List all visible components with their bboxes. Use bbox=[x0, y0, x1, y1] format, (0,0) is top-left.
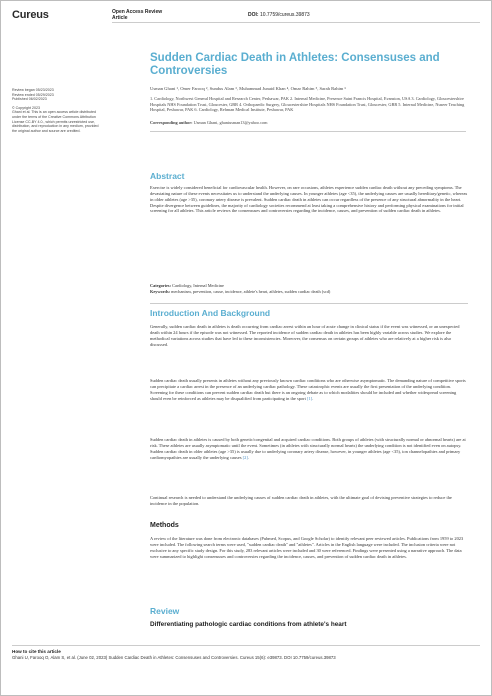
review-heading: Review bbox=[150, 606, 180, 616]
copyright: © Copyright 2023 bbox=[12, 105, 41, 110]
keywords-line bbox=[150, 289, 468, 295]
intro-paragraph-3: Sudden cardiac death in athletes is caused by both genetic/congenital and acquired cardiac conditions. Both groups of athletes (with structurally normal or abnormal hearts) are at risk. These athletes are usually asymptomatic until the event. Sometimes (in athletes with structurally normal hearts) the underlying condition is not identified even on autopsy. Sudden cardiac death in older athletes (age >35) is usually due to underlying coronary artery disease, however, in younger athletes (age <35), ion channelopathies and primary cardiomyopathies are usually the underlying causes [2]. bbox=[150, 437, 466, 460]
citation-link-1[interactable]: [1] bbox=[307, 395, 313, 401]
review-subheading: Differentiating pathologic cardiac conditions from athlete's heart bbox=[150, 621, 347, 628]
categories-value: Cardiology, Internal Medicine bbox=[172, 283, 224, 288]
article-type: Article bbox=[112, 15, 128, 21]
article-header bbox=[150, 52, 466, 132]
keywords-value: mechanism, prevention, cause, incidence, athlete's heart, athletes, sudden cardiac death (scd) bbox=[171, 288, 331, 294]
affiliations: 1. Cardiology, Northwest General Hospital and Research Center, Peshawar, PAK 2. Internal Medicine, Presence Saint Francis Hospital, Evanston, USA 3. Cardiology, Gloucestershire Hospitals NHS Foundation Trust, Gloucester, GBR 4. Orthopaedic Surgery, Gloucestershire Hospitals NHS Foundation Trust, Gloucester, GBR 5. Internal Medicine, Nuseer Teaching Hospital, Peshawar, PAK 6. Cardiology, Rehman Medical Institute, Peshawar, PAK bbox=[150, 96, 465, 113]
footer bbox=[12, 649, 482, 660]
categories-keywords bbox=[150, 283, 468, 295]
sidebar bbox=[12, 88, 104, 133]
corresponding-author bbox=[150, 120, 466, 126]
intro-paragraph-3-text: Sudden cardiac death in athletes is caused by both genetic/congenital and acquired cardiac conditions. Both groups of athletes (with structurally normal or abnormal hearts) are at risk. These athletes are usually asymptomatic until the event. Sometimes (in athletes with structurally normal hearts) the underlying condition is not identified even on autopsy. Sudden cardiac death in older athletes (age >35) is usually due to underlying coronary artery disease, however, in younger athletes (age <35), ion channelopathies and primary cardiomyopathies are usually the underlying causes bbox=[150, 437, 466, 460]
keywords-label: Keywords: bbox=[150, 288, 171, 294]
header-rule bbox=[150, 131, 466, 132]
doi-value: 10.7759/cureus.39873 bbox=[259, 12, 310, 18]
journal-logo[interactable]: Cureus bbox=[12, 9, 49, 21]
intro-paragraph-4: Continual research is needed to understand the underlying causes of sudden cardiac death in athletes, with the ultimate goal of devising preventive strategies to reduce the incidence in the population. bbox=[150, 495, 452, 506]
footer-rule bbox=[12, 645, 480, 646]
keywords-rule bbox=[150, 303, 468, 304]
intro-paragraph-1: Generally, sudden cardiac death in athletes is death occurring from cardiac arrest within an hour of acute change in clinical status if the event was witnessed, or an unexpected death within 24 hours if the episode was not witnessed. The reported incidence of sudden cardiac death in athletes has been highly variable across studies. We explore the methodical variations across studies that have led to these inconsistencies. Moreover, the consensus on certain groups of athletes who are relatively at a higher risk is also discussed. bbox=[150, 324, 460, 347]
categories-label: Categories: bbox=[150, 283, 171, 288]
article-type-header bbox=[112, 9, 162, 21]
author-list: Usman Ghani ¹, Omer Farooq ², Sundus Alam ³, Muhammad Junaid Khan ⁴, Omar Rahim ⁵, Sarah Rahim ⁶ bbox=[150, 86, 347, 91]
abstract-heading: Abstract bbox=[150, 171, 185, 181]
intro-paragraph-2-text: Sudden cardiac death usually presents in athletes without any previously known cardiac conditions who are otherwise asymptomatic. The demanding nature of competitive sports can precipitate a cardiac arrest in the presence of an underlying cardiac pathology. These catastrophic events are usually the first presentation of the underlying condition. Screening for these conditions can prevent sudden cardiac death but there is an ongoing debate as to which modalities should be included and whether widespread screening should even be reinforced as athletes may be disqualified from participating in the sport bbox=[150, 378, 466, 401]
how-to-cite-label: How to cite this article bbox=[12, 649, 61, 654]
doi-label: DOI: bbox=[248, 12, 259, 18]
abstract-text: Exercise is widely considered beneficial for cardiovascular health. However, on rare occasions, athletes experience sudden cardiac death without any preceding symptoms. The devastating nature of these events necessitates us to understand the underlying causes. In younger athletes (age <35), the underlying causes are usually hereditary/genetic, whereas in older athletes (age >35), coronary artery disease is prevalent. Sudden cardiac death in athletes can occur regardless of the presence of any structural abnormality in the heart. Despite divergence between guidelines, the majority of cardiology societies recommend at least taking a comprehensive history and performing physical examinations for initial screening for all athletes. This article reviews the consensuses and controversies regarding the incidence, causes, and prevention of sudden cardiac death in athletes. bbox=[150, 185, 468, 214]
review-began: Review began 05/23/2023 bbox=[12, 88, 54, 92]
methods-text: A review of the literature was done from electronic databases (Pubmed, Scopus, and Google Scholar) to identify relevant peer reviewed articles. Publications from 1959 to 2023 were included. The following search terms were used, "sudden cardiac death" and "athletes". Articles in the English language were included. The inclusion criteria were not exclusive to any specific study design. For this study, 283 relevant articles were included and 30 were referenced. Findings were presented using a narrative approach. The data were summarized to highlight consensuses and controversies regarding the incidence, causes, and prevention of sudden cardiac death in athletes. bbox=[150, 536, 464, 559]
corr-value[interactable]: Usman Ghani, ghaniusman13@yahoo.com bbox=[193, 119, 268, 125]
corr-label: Corresponding author: bbox=[150, 119, 193, 125]
review-type: Open Access Review bbox=[112, 9, 163, 15]
doi-header[interactable] bbox=[248, 12, 310, 18]
article-title: Sudden Cardiac Death in Athletes: Consensuses and Controversies bbox=[150, 52, 440, 77]
methods-heading: Methods bbox=[150, 522, 179, 529]
license-text: Ghani et al. This is an open access article distributed under the terms of the Creative Commons Attribution License CC-BY 4.0., which permits unrestricted use, distribution, and reproduction in any medium, provided the original author and source are credited. bbox=[12, 110, 99, 133]
review-ended: Review ended 05/29/2023 bbox=[12, 92, 54, 97]
citation-link-2[interactable]: [2] bbox=[242, 454, 248, 460]
review-dates bbox=[12, 88, 104, 102]
intro-paragraph-2: Sudden cardiac death usually presents in athletes without any previously known cardiac conditions who are otherwise asymptomatic. The demanding nature of competitive sports can precipitate a cardiac arrest in the presence of an underlying cardiac pathology. These catastrophic events are usually the first presentation of the underlying condition. Screening for these conditions can prevent sudden cardiac death but there is an ongoing debate as to which modalities should be included and whether widespread screening should even be reinforced as athletes may be disqualified from participating in the sport [1]. bbox=[150, 378, 466, 401]
published-date: Published 06/02/2023 bbox=[12, 97, 47, 102]
header-divider bbox=[112, 22, 480, 23]
intro-heading: Introduction And Background bbox=[150, 308, 271, 318]
citation-text: Ghani U, Farooq O, Alam S, et al. (June 02, 2023) Sudden Cardiac Death in Athletes: Consensuses and Controversies. Cureus 15(6): e39873. DOI 10.7759/cureus.39873 bbox=[12, 654, 336, 660]
